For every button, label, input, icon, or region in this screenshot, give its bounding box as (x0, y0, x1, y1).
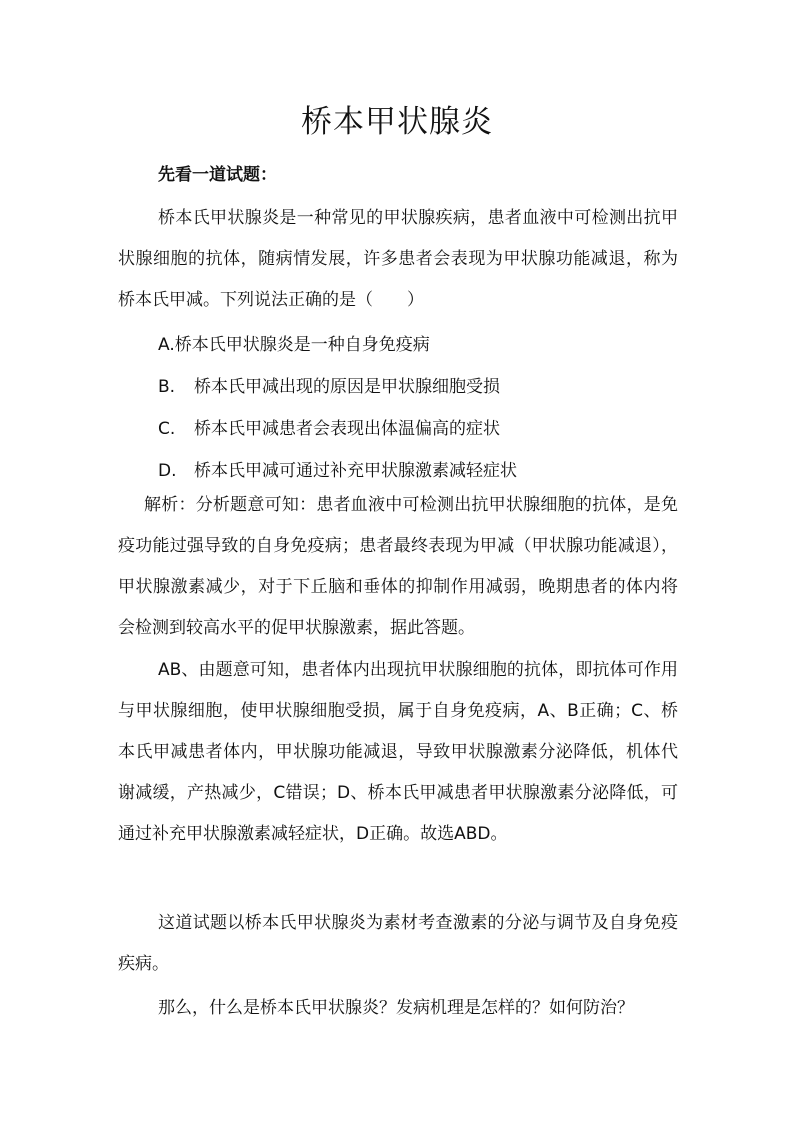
option-d (158, 456, 517, 481)
option-letter: C. (158, 419, 176, 439)
option-letter: A. (158, 335, 175, 355)
question-paragraph: 桥本氏甲状腺炎是一种常见的甲状腺疾病，患者血液中可检测出抗甲状腺细胞的抗体，随病情发展，许多患者会表现为甲状腺功能减退，称为桥本氏甲减。下列说法正确的是（ ） (118, 208, 678, 310)
option-text: 桥本氏甲减患者会表现出体温偏高的症状 (194, 419, 500, 439)
option-a (158, 330, 430, 355)
option-letter: D. (158, 461, 177, 481)
page-title: 桥本甲状腺炎 (301, 104, 493, 140)
option-text: 桥本氏甲减可通过补充甲状腺激素减轻症状 (194, 461, 517, 481)
closing-paragraph: 那么，什么是桥本氏甲状腺炎？发病机理是怎样的？如何防治？ (158, 998, 634, 1018)
analysis-paragraph: 解析：分析题意可知：患者血液中可检测出抗甲状腺细胞的抗体，是免疫功能过强导致的自身免疫病；患者最终表现为甲减（甲状腺功能减退），甲状腺激素减少，对于下丘脑和垂体的抑制作用减弱，晚期患者的体内将会检测到较高水平的促甲状腺激素，据此答题。 (118, 495, 678, 638)
explanation-paragraph: AB、由题意可知，患者体内出现抗甲状腺细胞的抗体，即抗体可作用与甲状腺细胞，使甲状腺细胞受损，属于自身免疫病，A、B正确；C、桥本氏甲减患者体内，甲状腺功能减退，导致甲状腺激素分泌降低，机体代谢减缓，产热减少，C错误；D、桥本氏甲减患者甲状腺激素分泌降低，可通过补充甲状腺激素减轻症状，D正确。故选ABD。 (118, 660, 678, 844)
option-letter: B. (158, 377, 176, 397)
summary-paragraph: 这道试题以桥本氏甲状腺炎为素材考查激素的分泌与调节及自身免疫疾病。 (118, 913, 678, 974)
option-c (158, 414, 500, 439)
option-b (158, 372, 500, 397)
option-text: 桥本氏甲状腺炎是一种自身免疫病 (174, 335, 430, 355)
option-text: 桥本氏甲减出现的原因是甲状腺细胞受损 (194, 377, 500, 397)
section-subheading: 先看一道试题： (158, 165, 277, 185)
